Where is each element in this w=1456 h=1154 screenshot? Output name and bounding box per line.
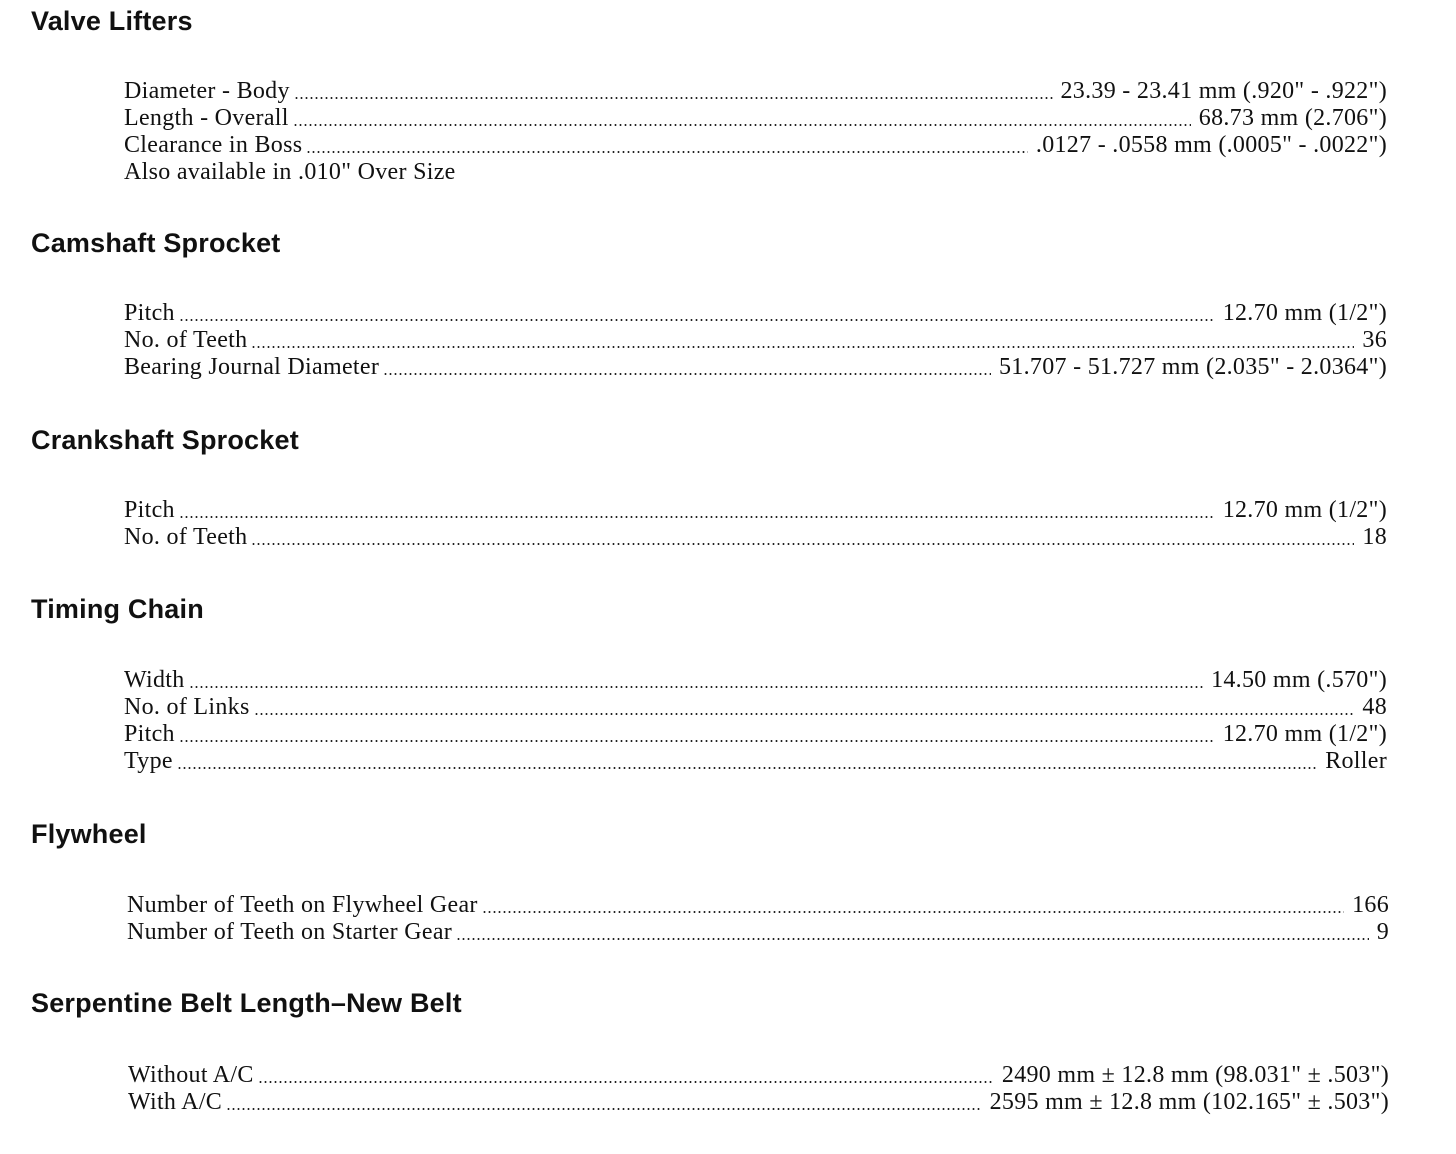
dot-leader bbox=[383, 354, 991, 381]
dot-leader bbox=[251, 327, 1354, 354]
spec-label: Width bbox=[124, 667, 185, 693]
spec-value: 36 bbox=[1362, 327, 1387, 353]
spec-label: No. of Teeth bbox=[124, 327, 248, 353]
spec-row bbox=[124, 694, 1387, 721]
spec-list bbox=[127, 892, 1389, 946]
spec-label: Without A/C bbox=[128, 1062, 254, 1088]
spec-label: Clearance in Boss bbox=[124, 132, 303, 158]
dot-leader bbox=[251, 524, 1354, 551]
dot-leader bbox=[189, 667, 1204, 694]
spec-value: 23.39 - 23.41 mm (.920" - .922") bbox=[1060, 78, 1387, 104]
spec-value: 48 bbox=[1362, 694, 1387, 720]
spec-label: Number of Teeth on Starter Gear bbox=[127, 919, 453, 945]
section-title: Valve Lifters bbox=[31, 6, 193, 36]
spec-value: 2595 mm ± 12.8 mm (102.165" ± .503") bbox=[989, 1089, 1389, 1115]
spec-row bbox=[127, 892, 1389, 919]
spec-label: Pitch bbox=[124, 721, 175, 747]
spec-label: Type bbox=[124, 748, 173, 774]
spec-value: 12.70 mm (1/2") bbox=[1222, 497, 1387, 523]
spec-value: 2490 mm ± 12.8 mm (98.031" ± .503") bbox=[1001, 1062, 1389, 1088]
spec-row bbox=[127, 919, 1389, 946]
spec-list bbox=[124, 78, 1387, 186]
dot-leader bbox=[177, 748, 1317, 775]
spec-row bbox=[124, 78, 1387, 105]
spec-value: Roller bbox=[1325, 748, 1387, 774]
spec-label: Diameter - Body bbox=[124, 78, 290, 104]
spec-label: No. of Links bbox=[124, 694, 250, 720]
spec-note bbox=[124, 159, 1387, 186]
section-title: Flywheel bbox=[31, 819, 147, 849]
spec-row bbox=[128, 1089, 1389, 1116]
spec-value: 9 bbox=[1376, 919, 1389, 945]
dot-leader bbox=[482, 892, 1344, 919]
spec-value: 166 bbox=[1352, 892, 1389, 918]
spec-row bbox=[124, 132, 1387, 159]
spec-row bbox=[124, 497, 1387, 524]
note-text: Also available in .010" Over Size bbox=[124, 159, 456, 185]
dot-leader bbox=[254, 694, 1355, 721]
spec-list bbox=[124, 667, 1387, 775]
spec-row bbox=[124, 748, 1387, 775]
spec-value: 51.707 - 51.727 mm (2.035" - 2.0364") bbox=[999, 354, 1387, 380]
spec-label: Pitch bbox=[124, 300, 175, 326]
spec-list bbox=[128, 1062, 1389, 1116]
dot-leader bbox=[293, 105, 1191, 132]
spec-value: 12.70 mm (1/2") bbox=[1222, 721, 1387, 747]
spec-row bbox=[124, 105, 1387, 132]
spec-row bbox=[128, 1062, 1389, 1089]
spec-label: With A/C bbox=[128, 1089, 223, 1115]
spec-label: Pitch bbox=[124, 497, 175, 523]
section-title: Camshaft Sprocket bbox=[31, 228, 281, 258]
spec-row bbox=[124, 524, 1387, 551]
spec-row bbox=[124, 354, 1387, 381]
dot-leader bbox=[258, 1062, 994, 1089]
section-title: Serpentine Belt Length–New Belt bbox=[31, 988, 462, 1018]
spec-label: Length - Overall bbox=[124, 105, 289, 131]
spec-row bbox=[124, 300, 1387, 327]
dot-leader bbox=[226, 1089, 981, 1116]
spec-value: .0127 - .0558 mm (.0005" - .0022") bbox=[1035, 132, 1387, 158]
dot-leader bbox=[179, 497, 1215, 524]
spec-label: No. of Teeth bbox=[124, 524, 248, 550]
dot-leader bbox=[179, 300, 1215, 327]
dot-leader bbox=[179, 721, 1215, 748]
spec-row bbox=[124, 721, 1387, 748]
spec-label: Bearing Journal Diameter bbox=[124, 354, 380, 380]
spec-row bbox=[124, 327, 1387, 354]
spec-row bbox=[124, 667, 1387, 694]
spec-value: 14.50 mm (.570") bbox=[1211, 667, 1387, 693]
dot-leader bbox=[294, 78, 1053, 105]
spec-value: 68.73 mm (2.706") bbox=[1198, 105, 1387, 131]
section-title: Timing Chain bbox=[31, 594, 204, 624]
section-title: Crankshaft Sprocket bbox=[31, 425, 299, 455]
dot-leader bbox=[456, 919, 1369, 946]
spec-list bbox=[124, 300, 1387, 381]
spec-value: 12.70 mm (1/2") bbox=[1222, 300, 1387, 326]
spec-value: 18 bbox=[1362, 524, 1387, 550]
dot-leader bbox=[306, 132, 1028, 159]
spec-list bbox=[124, 497, 1387, 551]
spec-label: Number of Teeth on Flywheel Gear bbox=[127, 892, 478, 918]
